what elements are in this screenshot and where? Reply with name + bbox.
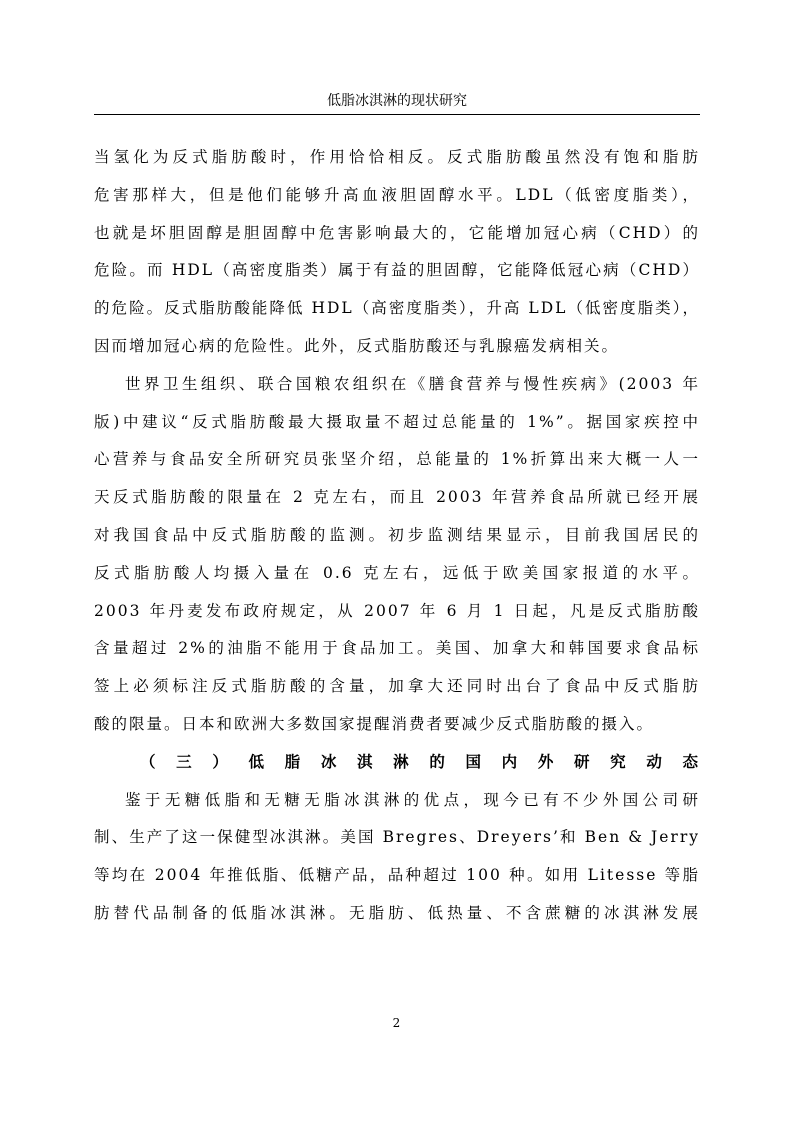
header-rule xyxy=(94,114,700,115)
paragraph-line: 危害那样大，但是他们能够升高血液胆固醇水平。LDL（低密度脂类）， xyxy=(94,185,700,204)
body-text xyxy=(94,139,700,933)
paragraph-line: 心营养与食品安全所研究员张坚介绍，总能量的 1%折算出来大概一人一 xyxy=(94,450,700,469)
paragraph-line: 对我国食品中反式脂肪酸的监测。初步监测结果显示，目前我国居民的 xyxy=(94,525,700,544)
paragraph-line: 当氢化为反式脂肪酸时，作用恰恰相反。反式脂肪酸虽然没有饱和脂肪 xyxy=(94,148,700,166)
paragraph-line: 含量超过 2%的油脂不能用于食品加工。美国、加拿大和韩国要求食品标 xyxy=(94,639,700,658)
paragraph-line: 反式脂肪酸人均摄入量在 0.6 克左右，远低于欧美国家报道的水平。 xyxy=(94,563,700,582)
page-number: 2 xyxy=(392,1016,401,1030)
running-header: 低脂冰淇淋的现状研究 xyxy=(327,93,467,109)
paragraph-line: 因而增加冠心病的危险性。此外，反式脂肪酸还与乳腺癌发病相关。 xyxy=(94,336,620,355)
paragraph-line: 2003 年丹麦发布政府规定，从 2007 年 6 月 1 日起，凡是反式脂肪酸 xyxy=(94,601,700,620)
paragraph-line: 的危险。反式脂肪酸能降低 HDL（高密度脂类），升高 LDL（低密度脂类）， xyxy=(94,299,700,318)
paragraph-line: 也就是坏胆固醇是胆固醇中危害影响最大的，它能增加冠心病（CHD）的 xyxy=(94,223,700,242)
paragraph-line: 鉴于无糖低脂和无糖无脂冰淇淋的优点，现今已有不少外国公司研 xyxy=(125,790,700,809)
paragraph-line: 世界卫生组织、联合国粮农组织在《膳食营养与慢性疾病》(2003 年 xyxy=(125,374,700,393)
paragraph-line: 等均在 2004 年推低脂、低糖产品，品种超过 100 种。如用 Litesse 等脂 xyxy=(94,866,701,885)
section-heading: （三）低脂冰淇淋的国内外研究动态 xyxy=(140,752,700,771)
paragraph-line: 版)中建议“反式脂肪酸最大摄取量不超过总能量的 1%”。据国家疾控中 xyxy=(94,412,700,431)
paragraph-line: 制、生产了这一保健型冰淇淋。美国 Bregres、Dreyers’和 Ben & Jerry xyxy=(94,828,700,847)
paragraph-line: 肪替代品制备的低脂冰淇淋。无脂肪、低热量、不含蔗糖的冰淇淋发展 xyxy=(94,903,700,922)
paragraph-line: 签上必须标注反式脂肪酸的含量，加拿大还同时出台了食品中反式脂肪 xyxy=(94,677,700,696)
paragraph-line: 危险。而 HDL（高密度脂类）属于有益的胆固醇，它能降低冠心病（CHD） xyxy=(94,261,700,280)
paragraph-line: 天反式脂肪酸的限量在 2 克左右，而且 2003 年营养食品所就已经开展 xyxy=(94,488,700,507)
paragraph-line: 酸的限量。日本和欧洲大多数国家提醒消费者要减少反式脂肪酸的摄入。 xyxy=(94,714,655,733)
